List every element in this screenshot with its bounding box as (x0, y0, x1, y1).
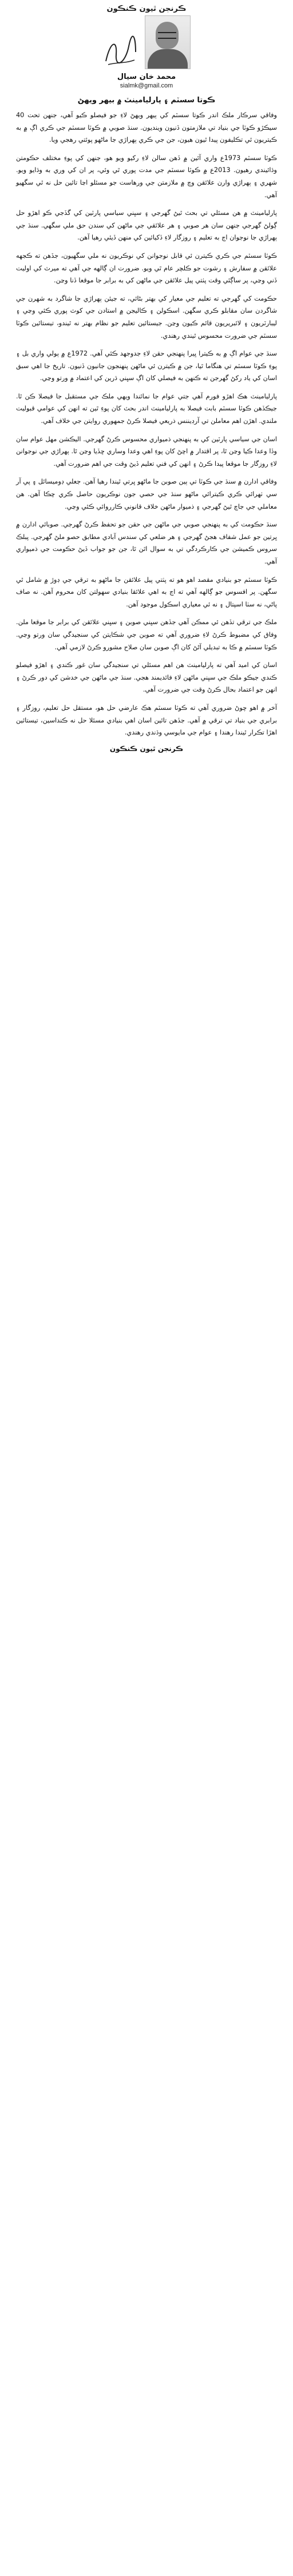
paragraph: ڪوٽا سسٽم 1973ع واري آئين ۾ ڏهن سالن لاءِ رکيو ويو هو، جنهن کي پوءِ مختلف حڪومتن وڌائيندي رهيون. 2013ع ۾ ڪوٽا سسٽم جي مدت پوري ٿي وئي، پر ان کي وري به وڌايو ويو. شهري ۽ ٻهراڙي وارن علائقن وچ ۾ ملازمتن جي ورهاست جو مسئلو اڃا تائين حل نه ٿي سگهيو آهي. (16, 154, 277, 199)
paragraph: پارليامينٽ ۾ هن مسئلي تي بحث ٿيڻ گهرجي ۽ سڀني سياسي پارٽين کي گڏجي ڪو اهڙو حل ڳولڻ گهرجي جنهن سان هر صوبي ۽ هر علائقي جي ماڻهن کي سندن حق ملي سگهي. سنڌ جي ٻهراڙي جا نوجوان اڄ به تعليم ۽ روزگار لاءِ ڏکيائين کي منهن ڏيئي رهيا آهن. (16, 209, 277, 242)
author-photo-body (148, 49, 188, 69)
paragraph: ملڪ جي ترقي تڏهن ئي ممڪن آهي جڏهن سڀني صوبن ۽ سڀني علائقن کي برابر جا موقعا ملن. وفاق کي مضبوط ڪرڻ لاءِ ضروري آهي ته صوبن جي شڪايتن کي سنجيدگي سان ورتو وڃي. ڪوٽا سسٽم ۾ ڪا به تبديلي آڻڻ کان اڳ صوبن سان صلاح مشورو ڪرڻ لازمي آهي. (16, 618, 277, 651)
author-name: محمد خان سيال (117, 73, 176, 81)
paragraph: وفاقي ادارن ۾ سنڌ جي ڪوٽا تي ٻين صوبن جا ماڻهو ڀرتي ٿيندا رهيا آهن. جعلي ڊوميسائل ۽ پي آر سي ٺهرائي ڪري ڪيترائي ماڻهو سنڌ جي حصي جون نوڪريون حاصل ڪري چڪا آهن. هن معاملي جي جاچ ٿيڻ گهرجي ۽ ذميوار ماڻهن خلاف قانوني ڪارروائي ڪئي وڃي. (16, 478, 277, 510)
author-email[interactable]: sialmk@gmail.com (120, 82, 173, 89)
paragraph: پارليامينٽ هڪ اهڙو فورم آهي جتي عوام جا نمائندا ويهي ملڪ جي مستقبل جا فيصلا ڪن ٿا. جيڪڏهن ڪوٽا سسٽم بابت فيصلا به پارليامينٽ اندر بحث کان پوءِ ٿين ته انهن کي عوامي قبوليت ملندي. اهڙن اهم معاملن تي آرڊيننس ذريعي فيصلا ڪرڻ جمهوري روايتن جي خلاف آهي. (16, 392, 277, 425)
paragraph: سنڌ جي عوام اڳ ۾ به ڪيترا ڀيرا پنهنجي حقن لاءِ جدوجهد ڪئي آهي. 1972ع ۾ ٻولي واري بل ۽ پوءِ ڪوٽا سسٽم تي هنگاما ٿيا، جن ۾ ڪيترن ئي ماڻهن پنهنجون جانيون ڏنيون. تاريخ جا اهي سبق اسان کي ياد رکڻ گهرجن ته ڪنهن به فيصلي کان اڳ سڀني ڌرين کي اعتماد ۾ ورتو وڃي. (16, 350, 277, 382)
byline-bottom: ڪرنجن ٿيون ڪنڪون (109, 744, 184, 753)
paragraph: آخر ۾ اهو چوڻ ضروري آهي ته ڪوٽا سسٽم هڪ عارضي حل هو، مستقل حل تعليم، روزگار ۽ برابري جي بنياد تي ترقي ۾ آهي. جڏهن تائين اسان اهي بنيادي مسئلا حل نه ڪنداسين، تيستائين اهڙا تڪرار ٿيندا رهندا ۽ عوام جي مايوسي وڌندي رهندي. (16, 704, 277, 737)
paragraph: ڪوٽا سسٽم جو بنيادي مقصد اهو هو ته پٺتي پيل علائقن جا ماڻهو به ترقي جي ڊوڙ ۾ شامل ٿي سگهن. پر افسوس جو ڳالهه آهي ته اڄ به اهي علائقا بنيادي سهولتن کان محروم آهن. نه صاف پاڻي، نه سٺا اسپتال ۽ نه ئي معياري اسڪول موجود آهن. (16, 576, 277, 608)
paragraph: اسان جي سياسي پارٽين کي به پنهنجي ذميواري محسوس ڪرڻ گهرجي. اليڪشن مهل عوام سان وڏا وعدا ڪيا وڃن ٿا، پر اقتدار ۾ اچڻ کان پوءِ اهي وعدا وساري ڇڏيا وڃن ٿا. ٻهراڙي جي نوجوانن لاءِ روزگار جا موقعا پيدا ڪرڻ ۽ انهن کي فني تعليم ڏيڻ وقت جي اهم ضرورت آهي. (16, 435, 277, 468)
paragraph: ڪوٽا سسٽم جي ڪري ڪيترن ئي قابل نوجوانن کي نوڪريون نه ملي سگهيون، جڏهن ته ڪجهه علائقن ۾ سفارش ۽ رشوت جو ڪلچر عام ٿي ويو. ضرورت ان ڳالهه جي آهي ته ميرٽ کي اوليت ڏني وڃي، پر ساڳئي وقت پٺتي پيل علائقن جي ماڻهن کي به برابر جا موقعا ڏنا وڃن. (16, 251, 277, 285)
paragraph: اسان کي اميد آهي ته پارليامينٽ هن اهم مسئلي تي سنجيدگي سان غور ڪندي ۽ اهڙو فيصلو ڪندي جيڪو ملڪ جي سڀني ماڻهن لاءِ فائديمند هجي. سنڌ جي ماڻهن جي خدشن کي دور ڪرڻ ۽ انهن جو اعتماد بحال ڪرڻ وقت جي ضرورت آهي. (16, 661, 277, 694)
column-title: ڪرنجن ٿيون ڪنڪون (106, 5, 187, 13)
author-header (16, 15, 277, 69)
signature-mark (102, 29, 139, 69)
article-body (16, 109, 277, 739)
author-photo (145, 15, 191, 69)
author-photo-glasses (158, 32, 176, 39)
article-title: ڪوتا سسٽم ۽ پارليامينٽ ۾ بيهر ويهڻ (77, 96, 216, 105)
paragraph: وفاقي سرڪار ملڪ اندر ڪوتا سسٽم کي ٻيهر ويهڻ لاءِ جو فيصلو ڪيو آهي، جنهن تحت 40 سيڪڙو ڪوٽا جي بنياد تي ملازمتون ڏنيون وينديون. سنڌ صوبي ۾ ڪوٽا سسٽم جي ڪري اڳ ۾ به ڪيتريون ئي تڪليفون پيدا ٿيون هيون، جن جي ڪري ٻهراڙي جا ماڻهو پوئتي رهجي ويا. (16, 111, 277, 144)
paragraph: حڪومت کي گهرجي ته تعليم جي معيار کي بهتر بڻائي، ته جيئن ٻهراڙي جا شاگرد به شهرن جي شاگردن سان مقابلو ڪري سگهن. اسڪولن ۽ ڪاليجن ۾ استادن جي کوٽ پوري ڪئي وڃي ۽ ليبارٽريون ۽ لائبريريون قائم ڪيون وڃن. جيستائين تعليم جو نظام بهتر نه ٿيندو، تيستائين ڪوٽا سسٽم جي ضرورت محسوس ٿيندي رهندي. (16, 294, 277, 340)
paragraph: سنڌ حڪومت کي به پنهنجي صوبي جي ماڻهن جي حقن جو تحفظ ڪرڻ گهرجي. صوبائي ادارن ۾ ڀرتين جو عمل شفاف هجڻ گهرجي ۽ هر ضلعي کي سندس آبادي مطابق حصو ملڻ گهرجي. پبلڪ سروس ڪميشن جي ڪارڪردگي تي به سوال اٿن ٿا، جن جو جواب ڏيڻ حڪومت جي ذميواري آهي. (16, 521, 277, 565)
